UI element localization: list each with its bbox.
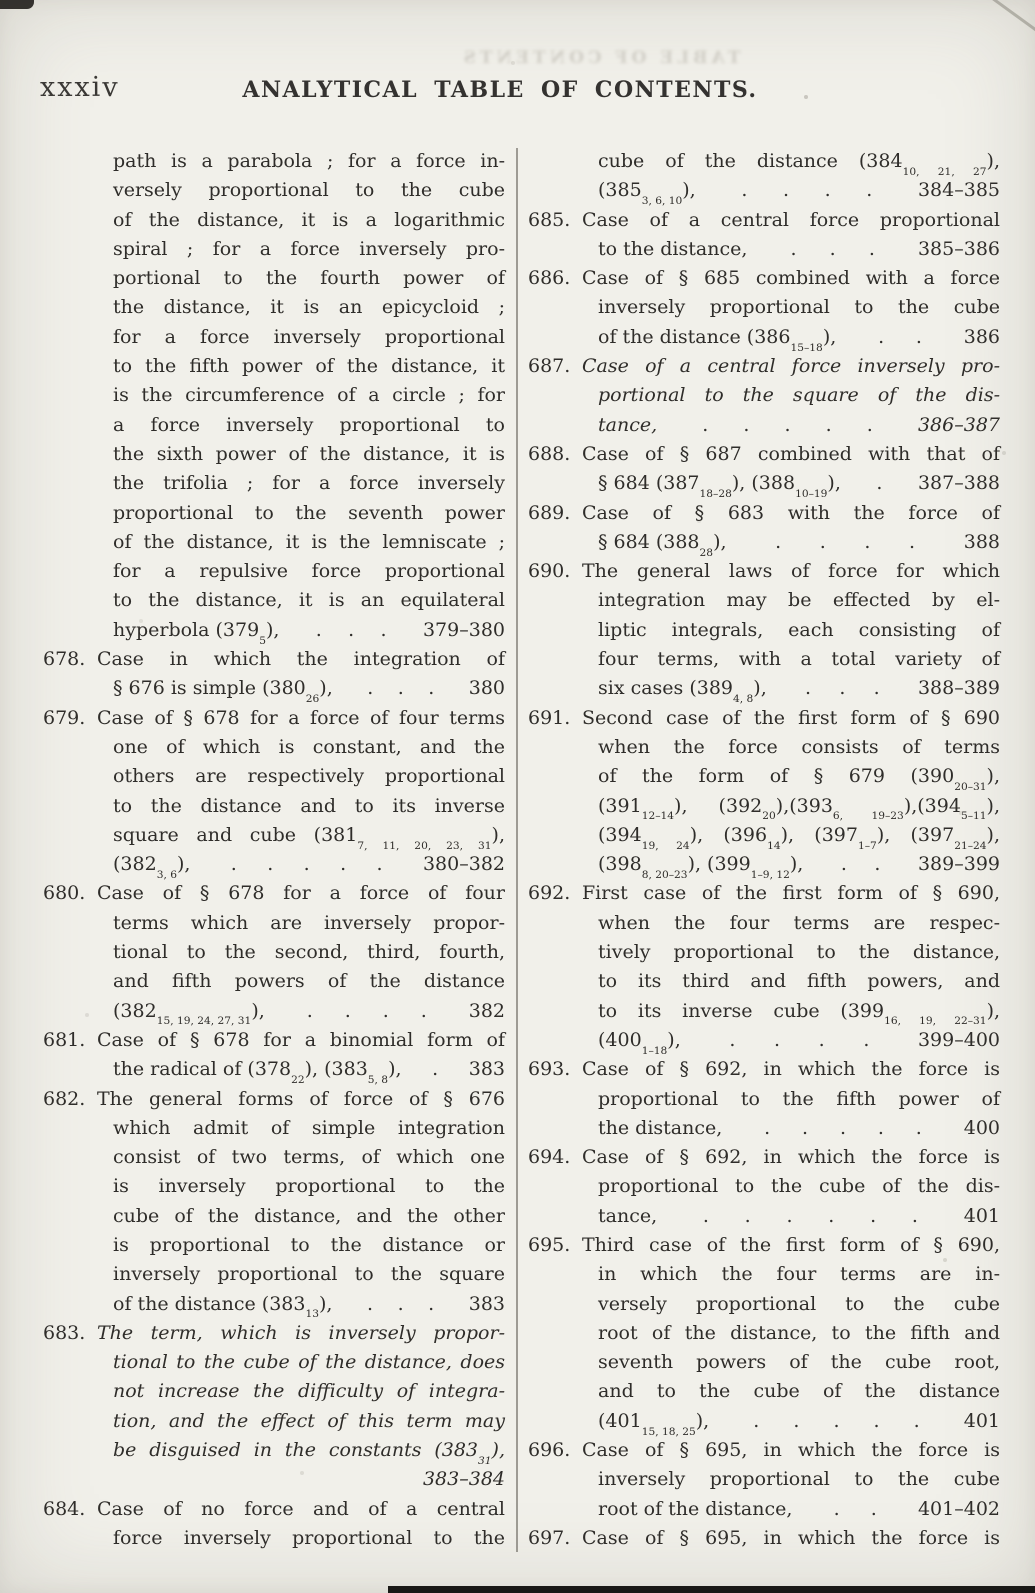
entry-line: to its third and fifth powers, and [598, 970, 1000, 993]
entry-line: which admit of simple integration [113, 1116, 505, 1139]
entry-line: Case of § 678 for a force of four terms [97, 706, 505, 729]
toc-entry-684 [43, 1495, 505, 1554]
entry-line: Case in which the integration of [97, 648, 505, 671]
entry-line: spiral ; for a force inversely pro- [113, 237, 505, 260]
toc-entry-689 [528, 499, 1000, 558]
entry-line: four terms, with a total variety of [598, 648, 1000, 671]
leader-dots: . . . . [741, 179, 873, 202]
toc-column-right [528, 147, 1000, 1553]
entry-line: $(401_{15, 18, 25})$, . . . . . 401 [598, 1407, 1000, 1436]
page-ref: 379–380 [422, 618, 505, 641]
toc-entry-697 [528, 1524, 1000, 1553]
entry-line: for a force inversely proportional [113, 325, 505, 348]
entry-line: of the distance $(386_{15-18})$, . . 386 [598, 323, 1000, 352]
leader-dots: . . . . [775, 530, 916, 553]
entry-number: 684. [43, 1497, 86, 1520]
leader-dots: . . . . . [230, 853, 383, 876]
entry-number: 690. [528, 560, 571, 583]
page-ref: 384–385 [917, 179, 1000, 202]
entry-line: others are respectively proportional [113, 765, 505, 788]
toc-entry-691 [528, 704, 1000, 880]
toc-entry-678 [43, 645, 505, 704]
leader-dots: . . [878, 325, 922, 348]
entry-number: 692. [528, 882, 571, 905]
ghost-bleedthrough-text: TABLE OF CONTENTS [459, 48, 741, 68]
leader-dots: . . . [367, 677, 435, 700]
entry-line: proportional to the fifth power of [598, 1087, 1000, 1110]
entry-line: force inversely proportional to the [113, 1526, 505, 1549]
entry-line: inversely proportional to the cube [598, 1468, 1000, 1491]
entry-line: terms which are inversely propor- [113, 911, 505, 934]
entry-number: 697. [528, 1526, 571, 1549]
page-ref: 382 [468, 999, 505, 1022]
entry-line: tance, . . . . . 386–387 [598, 411, 1000, 440]
toc-entry-695 [528, 1231, 1000, 1436]
entry-line: is the circumference of a circle ; for [113, 384, 505, 407]
entry-line: not increase the difficulty of integra- [113, 1380, 505, 1403]
toc-column-left [43, 147, 505, 1553]
entry-line: of the distance $(383_{13})$, . . . 383 [113, 1290, 505, 1319]
leader-dots: . . . . [729, 1028, 870, 1051]
entry-line: proportional to the cube of the dis- [598, 1175, 1000, 1198]
entry-line: the distance, . . . . . 400 [598, 1114, 1000, 1143]
entry-line: to its inverse cube $(399_{16, 19, 22-31})$, [598, 999, 1001, 1028]
entry-line: consist of two terms, of which one [113, 1146, 505, 1169]
toc-entry-696 [528, 1436, 1000, 1524]
entry-line: tively proportional to the distance, [598, 941, 1000, 964]
entry-line: Case of § 695, in which the force is [582, 1526, 1000, 1549]
entry-number: 695. [528, 1233, 571, 1256]
entry-line: $(394_{19, 24})$, $(396_{14})$, $(397_{1-7})$, $(397_{21-24})$, [598, 823, 1000, 852]
page-ref: 386 [963, 325, 1000, 348]
entry-line: Second case of the first form of § 690 [582, 706, 1000, 729]
entry-line: Case of a central force proportional [582, 208, 1000, 231]
entry-number: 686. [528, 267, 571, 290]
entry-line: The general forms of force of § 676 [97, 1087, 505, 1110]
entry-line: be disguised in the constants $(383_{31})$, [113, 1439, 505, 1467]
entry-line: when the force consists of terms [598, 735, 1000, 758]
page-ref: 399–400 [917, 1028, 1000, 1051]
entry-line: tional to the cube of the distance, does [113, 1351, 505, 1374]
entry-line: the trifolia ; for a force inversely [113, 472, 505, 495]
entry-line: portional to the square of the dis- [598, 384, 1000, 407]
toc-entry-688 [528, 440, 1000, 499]
entry-line: of the form of § 679 $(390_{20-31})$, [598, 765, 1000, 793]
page-ref: 388–389 [917, 677, 1000, 700]
scan-artifact-bottom-bar [388, 1586, 1035, 1593]
entry-line: Case of a central force inversely pro- [582, 355, 1000, 378]
entry-line: Case of § 687 combined with that of [582, 442, 1000, 465]
entry-number: 694. [528, 1146, 571, 1169]
leader-dots: . . [833, 1497, 877, 1520]
toc-entry-693 [528, 1055, 1000, 1143]
entry-line: the distance, it is an epicycloid ; [113, 296, 505, 319]
entry-line: path is a parabola ; for a force in- [113, 150, 505, 172]
page-ref: 401 [963, 1204, 1000, 1227]
page-ref: 401–402 [917, 1497, 1000, 1520]
entry-line: a force inversely proportional to [113, 413, 505, 436]
leader-dots: . . . . . [702, 413, 873, 436]
entry-line: hyperbola $(379_5)$, . . . 379–380 [113, 616, 505, 645]
leader-dots: . . [840, 853, 881, 876]
entry-number: 683. [43, 1321, 86, 1344]
entry-line: § 684 $(387_{18-28})$, $(388_{10-19})$, . 387–388 [598, 469, 1000, 498]
entry-number: 681. [43, 1028, 86, 1051]
page-title: ANALYTICAL TABLE OF CONTENTS. [242, 77, 758, 103]
toc-entry-continued [43, 147, 505, 645]
leader-dots: . . . [790, 237, 875, 260]
entry-line: root of the distance, to the fifth and [598, 1321, 1000, 1344]
leader-dots: . . . . . [764, 1116, 922, 1139]
entry-line: six cases $(389_{4, 8})$, . . . 388–389 [598, 674, 1000, 703]
page-ref: 387–388 [917, 472, 1000, 495]
leader-dots: . . . . . [753, 1409, 920, 1432]
entry-line: The general laws of force for which [582, 560, 1000, 583]
entry-line [113, 1465, 505, 1494]
entry-number: 689. [528, 501, 571, 524]
entry-line: is inversely proportional to the [113, 1175, 505, 1198]
page-ref: 388 [963, 530, 1000, 553]
entry-line: to the distance, . . . 385–386 [598, 235, 1000, 264]
entry-line: of the distance, it is the lemniscate ; [113, 530, 505, 553]
toc-entry-690 [528, 557, 1000, 706]
leader-dots: . . . [315, 618, 387, 641]
page-ref: 401 [963, 1409, 1000, 1432]
entry-number: 696. [528, 1439, 571, 1462]
entry-number: 688. [528, 442, 571, 465]
entry-line: Third case of the first form of § 690, [582, 1233, 1000, 1256]
entry-line: cube of the distance $(384_{10, 21, 27})$, [598, 150, 1000, 178]
entry-line: First case of the first form of § 690, [582, 882, 1000, 905]
entry-line: Case of § 678 for a binomial form of [97, 1028, 505, 1051]
entry-line: versely proportional to the cube [113, 179, 505, 202]
scan-artifact-streak [960, 0, 1035, 33]
entry-line: in which the four terms are in- [598, 1263, 1000, 1286]
entry-line: square and cube $(381_{7, 11, 20, 23, 31})$, [113, 823, 505, 852]
page-ref: 383–384 [422, 1468, 505, 1491]
entry-number: 685. [528, 208, 571, 231]
page-ref: 383 [468, 1292, 505, 1315]
page-number-folio: xxxiv [40, 72, 120, 103]
toc-entry-687 [528, 352, 1000, 440]
entry-number: 693. [528, 1058, 571, 1081]
entry-line: for a repulsive force proportional [113, 560, 505, 583]
entry-line: the sixth power of the distance, it is [113, 442, 505, 465]
page-ref: 389–399 [917, 853, 1000, 876]
entry-line: § 684 $(388_{28})$, . . . . 388 [598, 528, 1000, 557]
entry-line: $(385_{3, 6, 10})$, . . . . 384–385 [598, 176, 1000, 205]
entry-line: is proportional to the distance or [113, 1233, 505, 1256]
entry-line: proportional to the seventh power [113, 501, 505, 524]
entry-line: when the four terms are respec- [598, 911, 1000, 934]
page-ref: 380 [468, 677, 505, 700]
entry-line: to the distance, it is an equilateral [113, 589, 505, 612]
entry-line: root of the distance, . . 401–402 [598, 1495, 1000, 1524]
entry-line: to the fifth power of the distance, it [113, 355, 505, 378]
entry-line: Case of § 683 with the force of [582, 501, 1000, 524]
entry-line: $(382_{15, 19, 24, 27, 31})$, . . . . 382 [113, 997, 505, 1026]
entry-line: liptic integrals, each consisting of [598, 618, 1000, 641]
entry-line: one of which is constant, and the [113, 735, 505, 758]
entry-line: tional to the second, third, fourth, [113, 941, 505, 964]
entry-line: to the distance and to its inverse [113, 794, 505, 817]
page-ref: 385–386 [917, 237, 1000, 260]
entry-line: $(391_{12-14})$, $(392_{20}),(393_{6, 19-23}),(394_{5-11})$, [598, 794, 1000, 823]
entry-line: Case of § 692, in which the force is [582, 1146, 1000, 1169]
entry-line: seventh powers of the cube root, [598, 1351, 1000, 1374]
entry-line: $(398_{8, 20-23})$, $(399_{1-9, 12})$, . . 389–399 [598, 850, 1000, 879]
entry-line: § 676 is simple $(380_{26})$, . . . 380 [113, 674, 505, 703]
leader-dots: . . . [366, 1292, 435, 1315]
entry-line: $(382_{3, 6})$, . . . . . 380–382 [113, 850, 505, 879]
column-divider-rule [516, 148, 518, 1552]
entry-number: 678. [43, 648, 86, 671]
entry-line: the radical of $(378_{22})$, $(383_{5, 8})$, . 383 [113, 1055, 505, 1084]
scan-artifact-corner-mark [0, 0, 34, 9]
leader-dots: . [876, 472, 883, 495]
leader-dots: . . . . . . [702, 1204, 918, 1227]
toc-entry-685 [528, 206, 1000, 265]
entry-line: Case of § 692, in which the force is [582, 1058, 1000, 1081]
leader-dots: . [432, 1058, 439, 1081]
entry-line: and to the cube of the distance [598, 1380, 1000, 1403]
page-ref: 380–382 [422, 853, 505, 876]
toc-entry-680 [43, 879, 505, 1028]
entry-line: and fifth powers of the distance [113, 970, 505, 993]
toc-entry-683 [43, 1319, 505, 1495]
entry-line: cube of the distance, and the other [113, 1204, 505, 1227]
entry-line: The term, which is inversely propor- [97, 1321, 505, 1344]
entry-line: integration may be effected by el- [598, 589, 1000, 612]
leader-dots: . . . [805, 677, 880, 700]
entry-line: Case of § 685 combined with a force [582, 267, 1000, 290]
entry-line: Case of § 678 for a force of four [97, 882, 505, 905]
entry-line: portional to the fourth power of [113, 267, 505, 290]
toc-entry-694 [528, 1143, 1000, 1231]
entry-line: inversely proportional to the cube [598, 296, 1000, 319]
entry-line: versely proportional to the cube [598, 1292, 1000, 1315]
toc-entry-679 [43, 704, 505, 880]
toc-entry-681 [43, 1026, 505, 1085]
entry-number: 679. [43, 706, 86, 729]
leader-dots: . . . . [306, 999, 427, 1022]
entry-line: Case of § 695, in which the force is [582, 1439, 1000, 1462]
entry-line: Case of no force and of a central [97, 1497, 505, 1520]
toc-entry-682 [43, 1085, 505, 1319]
page-ref: 400 [963, 1116, 1000, 1139]
entry-number: 691. [528, 706, 571, 729]
entry-line: inversely proportional to the square [113, 1263, 505, 1286]
toc-entry-686 [528, 264, 1000, 352]
entry-line: of the distance, it is a logarithmic [113, 208, 505, 231]
entry-line: tion, and the effect of this term may [113, 1409, 505, 1432]
page-ref: 383 [468, 1058, 505, 1081]
entry-number: 682. [43, 1087, 86, 1110]
page-ref: 386–387 [917, 413, 1000, 436]
entry-line: $(400_{1-18})$, . . . . 399–400 [598, 1026, 1000, 1055]
entry-number: 687. [528, 355, 571, 378]
toc-entry-692 [528, 879, 1000, 1055]
entry-number: 680. [43, 882, 86, 905]
toc-entry-continued [528, 147, 1000, 206]
entry-line: tance, . . . . . . 401 [598, 1202, 1000, 1231]
